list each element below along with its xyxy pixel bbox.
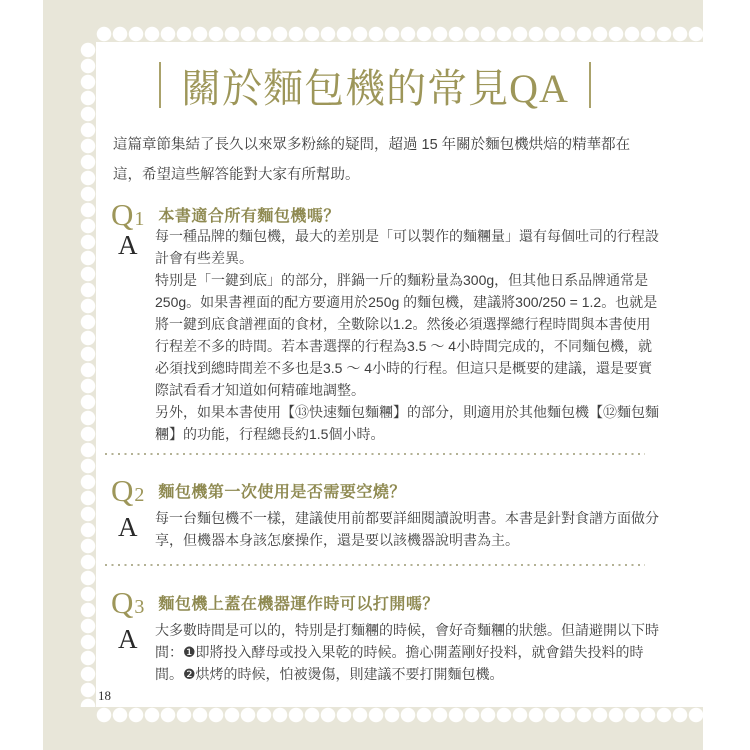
question-3-marker [111,584,145,620]
scallop-edge-bottom [96,707,703,723]
answer-line: 際試看看才知道如何精確地調整。 [155,382,365,398]
question-1-text: 本書適合所有麵包機嗎？ [158,207,340,225]
answer-2-marker: A [118,512,138,542]
title-right-bar [589,62,591,108]
dotted-divider [105,453,645,455]
intro-line: 這篇章節集結了長久以來眾多粉絲的疑問，超過 15 年關於麵包機烘焙的精華都在 [113,137,631,153]
answer-1-text [155,225,660,445]
answer-line: 大多數時間是可以的，特別是打麵糰的時候，會好奇麵糰的狀態。但請避開以下時 [155,622,659,638]
answer-line: 享，但機器本身該怎麼操作，還是要以該機器說明書為主。 [155,532,519,548]
question-2-text: 麵包機第一次使用是否需要空燒？ [158,483,406,501]
page-number: 18 [98,688,111,703]
answer-line: 行程差不多的時間。若本書選擇的行程為3.5 ～ 4小時間完成的，不同麵包機，就 [155,338,653,354]
answer-line: 糰】的功能，行程總長約1.5個小時。 [155,426,385,442]
answer-line: 特別是「一鍵到底」的部分，胖鍋一斤的麵粉量為300g，但其他日系品牌通常是 [155,272,649,288]
q-letter: Q [111,472,134,508]
page-title-row [0,56,750,114]
scallop-edge-left [80,42,96,707]
dotted-divider [105,564,645,566]
title-left-bar [159,62,161,108]
answer-line: 每一台麵包機不一樣，建議使用前都要詳細閱讀說明書。本書是針對食譜方面做分 [155,510,659,526]
q-number: 1 [134,207,145,230]
intro-line: 這，希望這些解答能對大家有所幫助。 [113,167,360,183]
answer-line: 另外，如果本書使用【⑬快速麵包麵糰】的部分，則適用於其他麵包機【⑫麵包麵 [155,404,659,420]
question-1-marker [111,196,145,232]
answer-2-text [155,507,660,551]
answer-line: 間：❶即將投入酵母或投入果乾的時候。擔心開蓋剛好投料，就會錯失投料的時 [155,644,644,660]
answer-line: 必須找到總時間差不多也是3.5 ～ 4小時的行程。但這只是概要的建議，還是要實 [155,360,653,376]
page-title: 關於麵包機的常見QA [181,65,569,111]
q-number: 3 [134,595,145,618]
answer-line: 每一種品牌的麵包機，最大的差別是「可以製作的麵糰量」還有每個吐司的行程設 [155,228,659,244]
q-letter: Q [111,584,134,620]
answer-3-marker: A [118,624,138,654]
question-3-heading [111,586,439,618]
answer-1-marker: A [118,230,138,260]
scallop-edge-top [96,26,703,42]
answer-line: 250g。如果書裡面的配方要適用於250g 的麵包機，建議將300/250 = 1.2。也就是 [155,294,658,310]
intro-paragraph [113,130,653,190]
question-2-heading [111,474,406,506]
q-letter: Q [111,196,134,232]
q-number: 2 [134,483,145,506]
answer-line: 將一鍵到底食譜裡面的食材，全數除以1.2。然後必須選擇總行程時間與本書使用 [155,316,651,332]
question-3-text: 麵包機上蓋在機器運作時可以打開嗎？ [158,595,439,613]
question-2-marker [111,472,145,508]
answer-line: 間。❷烘烤的時候，怕被燙傷，則建議不要打開麵包機。 [155,666,504,682]
answer-line: 計會有些差異。 [155,250,253,266]
answer-3-text [155,619,660,685]
